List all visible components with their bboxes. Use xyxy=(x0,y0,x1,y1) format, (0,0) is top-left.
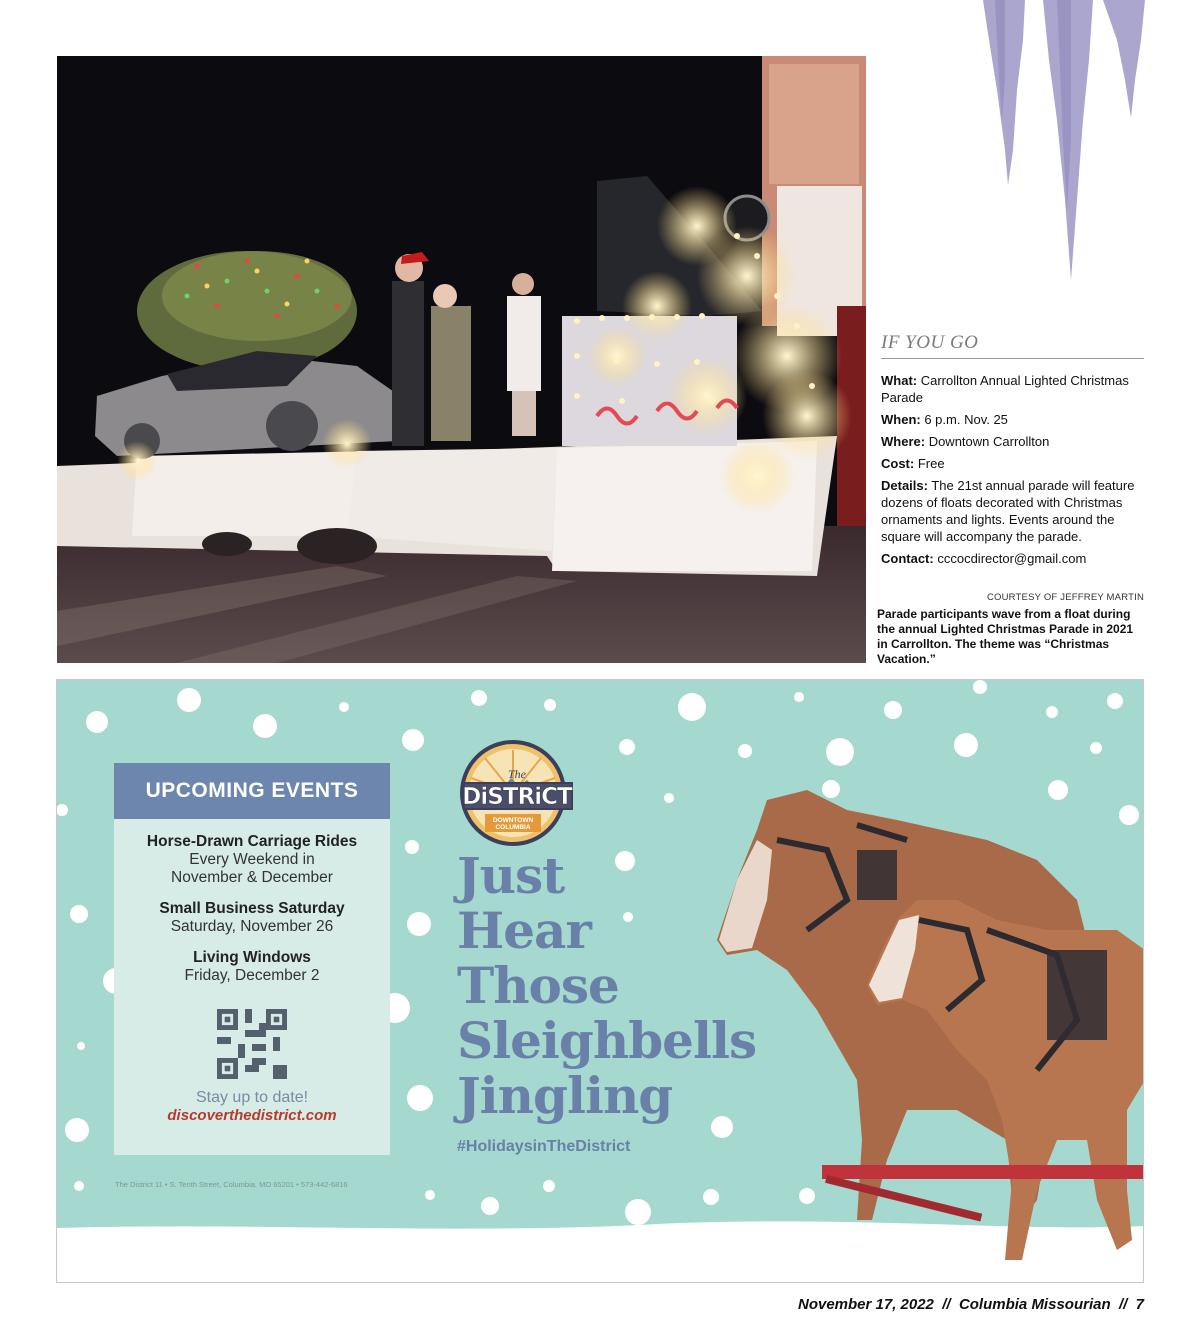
info-where: Where: Downtown Carrollton xyxy=(881,434,1050,449)
info-box xyxy=(881,332,1144,572)
ad-hashtag: #HolidaysinTheDistrict xyxy=(457,1138,631,1155)
ad-address: The District 11 • S. Tenth Street, Columbia, MO 65201 • 573-442-6816 xyxy=(115,1180,348,1189)
photo-credit: COURTESY OF JEFFREY MARTIN xyxy=(986,592,1144,603)
footer-separator: // xyxy=(942,1296,951,1313)
horses-illustration xyxy=(657,780,1144,1283)
event-living-windows: Living Windows Friday, December 2 xyxy=(184,949,320,984)
upcoming-events-panel xyxy=(114,763,390,1155)
footer-paper-name: Columbia Missourian xyxy=(958,1296,1111,1313)
logo-the-text: The xyxy=(508,767,526,781)
icicles-decoration xyxy=(975,0,1150,285)
event-carriage: Horse-Drawn Carriage Rides Every Weekend in November & December xyxy=(146,833,358,886)
the-district-logo xyxy=(455,736,579,848)
info-what: What: Carrollton Annual Lighted Christmas Parade xyxy=(881,373,1129,405)
page-footer xyxy=(798,1296,1144,1313)
info-cost: Cost: Free xyxy=(881,456,945,471)
info-details: Details: The 21st annual parade will feature dozens of floats decorated with Christmas ornaments and lights. Events around the square will accompany the parade. xyxy=(881,478,1135,544)
photo-caption: Parade participants wave from a float during the annual Lighted Christmas Parade in 2021 in Carrollton. The theme was “Christmas Vacation.” xyxy=(877,607,1134,666)
logo-sub1-text: DOWNTOWN xyxy=(492,817,534,824)
logo-sub2-text: COLUMBIA xyxy=(495,824,531,831)
info-contact: Contact: cccocdirector@gmail.com xyxy=(881,551,1087,566)
event-small-business: Small Business Saturday Saturday, November 26 xyxy=(159,900,345,935)
website-link[interactable]: discoverthedistrict.com xyxy=(167,1107,337,1124)
parade-photo xyxy=(57,56,866,663)
footer-date: November 17, 2022 xyxy=(797,1296,934,1313)
events-title: UPCOMING EVENTS xyxy=(114,763,390,819)
ad-headline: Just Hear Those Sleighbells Jingling xyxy=(457,846,757,1125)
logo-main-text: DiSTRiCT xyxy=(462,784,572,810)
qr-code[interactable] xyxy=(217,1009,287,1079)
footer-separator: // xyxy=(1118,1296,1128,1313)
district-advertisement xyxy=(56,679,1144,1283)
footer-page-number: 7 xyxy=(1135,1296,1144,1313)
info-kicker: IF YOU GO xyxy=(881,332,1144,359)
info-when: When: 6 p.m. Nov. 25 xyxy=(881,412,1008,427)
stay-updated-text: Stay up to date! xyxy=(195,1089,309,1106)
